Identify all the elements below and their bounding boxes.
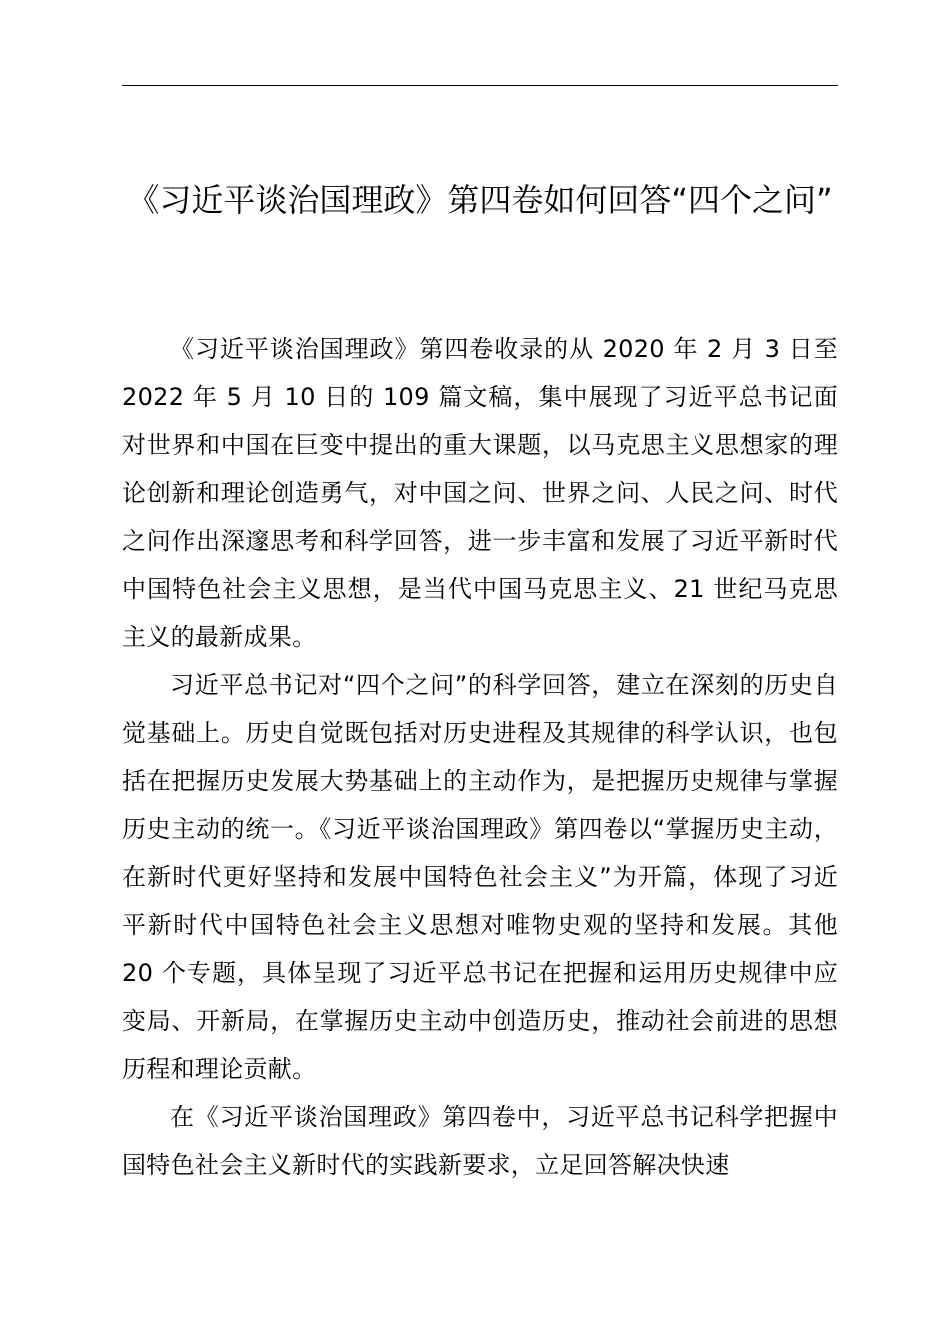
paragraph-2: 习近平总书记对“四个之问”的科学回答，建立在深刻的历史自觉基础上。历史自觉既包括对历史进程及其规律的科学认识，也包括在把握历史发展大势基础上的主动作为，是把握历史规律与掌握历史主动的统一。《习近平谈治国理政》第四卷以“掌握历史主动，在新时代更好坚持和发展中国特色社会主义”为开篇，体现了习近平新时代中国特色社会主义思想对唯物史观的坚持和发展。其他 20 个专题，具体呈现了习近平总书记在把握和运用历史规律中应变局、开新局，在掌握历史主动中创造历史，推动社会前进的思想历程和理论贡献。	[122, 671, 838, 1083]
document-title: 《习近平谈治国理政》第四卷如何回答“四个之问”	[127, 181, 833, 219]
paragraph-1: 《习近平谈治国理政》第四卷收录的从 2020 年 2 月 3 日至 2022 年 5 月 10 日的 109 篇文稿，集中展现了习近平总书记面对世界和中国在巨变中提出的重大课题，以马克思主义思想家的理论创新和理论创造勇气，对中国之问、世界之问、人民之问、时代之问作出深邃思考和科学回答，进一步丰富和发展了习近平新时代中国特色社会主义思想，是当代中国马克思主义、21 世纪马克思主义的最新成果。	[122, 335, 838, 651]
document-body	[122, 325, 838, 1189]
paragraph-3: 在《习近平谈治国理政》第四卷中，习近平总书记科学把握中国特色社会主义新时代的实践新要求，立足回答解决快速	[122, 1103, 838, 1179]
header-rule	[122, 85, 838, 86]
